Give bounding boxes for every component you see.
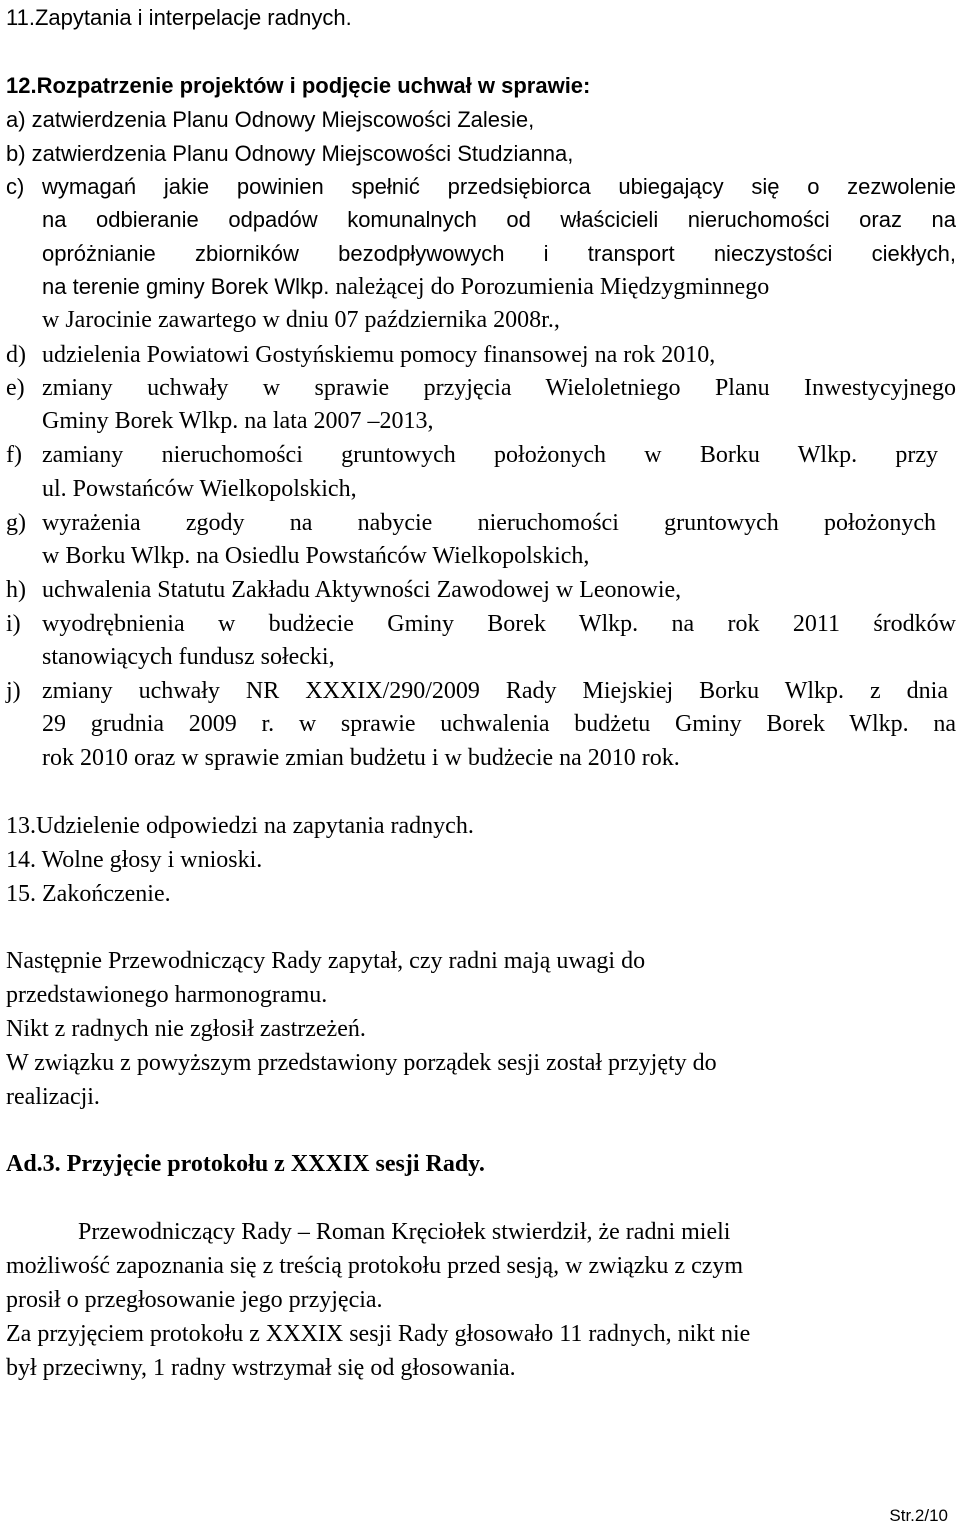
agenda-subitem-c-line4-part1: na terenie gminy Borek Wlkp.	[42, 274, 330, 299]
paragraph-2-line4: Za przyjęciem protokołu z XXXIX sesji Rady głosowało 11 radnych, nikt nie	[6, 1321, 751, 1347]
agenda-subitem-g-marker: g)	[6, 510, 26, 536]
agenda-subitem-c-line4	[42, 273, 769, 301]
agenda-subitem-j-marker: j)	[6, 678, 21, 704]
paragraph-1-line2: przedstawionego harmonogramu.	[6, 982, 328, 1008]
agenda-subitem-f-marker: f)	[6, 442, 22, 468]
agenda-subitem-f-line1: zamiany nieruchomości gruntowych położonych w Borku Wlkp. przy	[42, 442, 938, 468]
agenda-subitem-j-line1: zmiany uchwały NR XXXIX/290/2009 Rady Miejskiej Borku Wlkp. z dnia	[42, 678, 948, 704]
agenda-subitem-e-line1: zmiany uchwały w sprawie przyjęcia Wieloletniego Planu Inwestycyjnego	[42, 375, 956, 401]
agenda-subitem-a: a) zatwierdzenia Planu Odnowy Miejscowości Zalesie,	[6, 107, 535, 132]
agenda-subitem-i-line1: wyodrębnienia w budżecie Gminy Borek Wlkp. na rok 2011 środków	[42, 611, 956, 637]
agenda-subitem-d-line1: udzielenia Powiatowi Gostyńskiemu pomocy finansowej na rok 2010,	[42, 342, 716, 368]
agenda-subitem-b: b) zatwierdzenia Planu Odnowy Miejscowości Studzianna,	[6, 141, 574, 166]
agenda-subitem-c-marker: c)	[6, 174, 25, 199]
agenda-subitem-g-line1: wyrażenia zgody na nabycie nieruchomości gruntowych położonych	[42, 510, 936, 536]
paragraph-2-line3: prosił o przegłosowanie jego przyjęcia.	[6, 1287, 383, 1313]
page-number: Str.2/10	[889, 1506, 948, 1525]
agenda-subitem-j-line2: 29 grudnia 2009 r. w sprawie uchwalenia budżetu Gminy Borek Wlkp. na	[42, 711, 956, 737]
agenda-subitem-c-line5: w Jarocinie zawartego w dniu 07 października 2008r.,	[42, 307, 560, 333]
paragraph-2-line2: możliwość zapoznania się z treścią protokołu przed sesją, w związku z czym	[6, 1253, 744, 1279]
paragraph-2-line5: był przeciwny, 1 radny wstrzymał się od głosowania.	[6, 1355, 516, 1381]
agenda-subitem-e-marker: e)	[6, 375, 25, 401]
agenda-subitem-c-line1: wymagań jakie powinien spełnić przedsiębiorca ubiegający się o zezwolenie	[42, 174, 956, 199]
agenda-subitem-h-line1: uchwalenia Statutu Zakładu Aktywności Zawodowej w Leonowie,	[42, 577, 682, 603]
agenda-subitem-h-marker: h)	[6, 577, 26, 603]
paragraph-1-line1: Następnie Przewodniczący Rady zapytał, czy radni mają uwagi do	[6, 948, 646, 974]
agenda-subitem-d-marker: d)	[6, 342, 26, 368]
agenda-item-13: 13.Udzielenie odpowiedzi na zapytania radnych.	[6, 813, 474, 839]
agenda-subitem-i-marker: i)	[6, 611, 21, 637]
paragraph-2-line1: Przewodniczący Rady – Roman Kręciołek stwierdził, że radni mieli	[78, 1219, 731, 1245]
paragraph-1-line4: W związku z powyższym przedstawiony porządek sesji został przyjęty do	[6, 1050, 717, 1076]
agenda-item-11: 11.Zapytania i interpelacje radnych.	[6, 5, 352, 30]
agenda-subitem-c-line4-part2: należącej do Porozumienia Międzygminnego	[329, 274, 770, 300]
paragraph-1-line5: realizacji.	[6, 1084, 100, 1110]
agenda-subitem-f-line2: ul. Powstańców Wielkopolskich,	[42, 476, 357, 502]
agenda-subitem-i-line2: stanowiących fundusz sołecki,	[42, 644, 335, 670]
agenda-subitem-c-line2: na odbieranie odpadów komunalnych od właścicieli nieruchomości oraz na	[42, 207, 956, 232]
agenda-subitem-e-line2: Gminy Borek Wlkp. na lata 2007 –2013,	[42, 408, 434, 434]
agenda-subitem-c-line3: opróżnianie zbiorników bezodpływowych i transport nieczystości ciekłych,	[42, 241, 956, 266]
agenda-subitem-j-line3: rok 2010 oraz w sprawie zmian budżetu i w budżecie na 2010 rok.	[42, 745, 680, 771]
agenda-item-14: 14. Wolne głosy i wnioski.	[6, 847, 263, 873]
paragraph-1-line3: Nikt z radnych nie zgłosił zastrzeżeń.	[6, 1016, 366, 1042]
agenda-subitem-g-line2: w Borku Wlkp. na Osiedlu Powstańców Wielkopolskich,	[42, 543, 590, 569]
agenda-item-15: 15. Zakończenie.	[6, 881, 171, 907]
agenda-item-12-title: 12.Rozpatrzenie projektów i podjęcie uchwał w sprawie:	[6, 73, 591, 98]
section-heading-ad3: Ad.3. Przyjęcie protokołu z XXXIX sesji Rady.	[6, 1151, 485, 1177]
